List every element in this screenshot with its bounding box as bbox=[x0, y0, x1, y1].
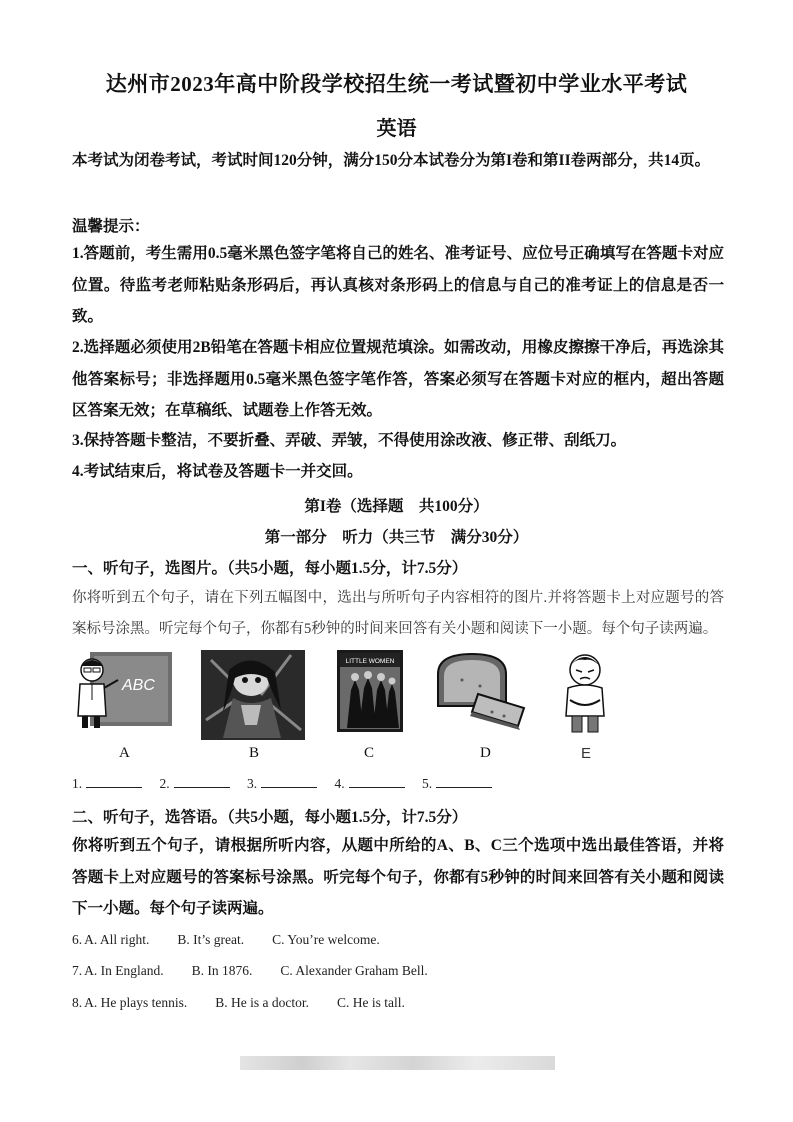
part-heading: 第一部分 听力（共三节 满分30分） bbox=[264, 529, 529, 546]
picture-label-a: A bbox=[119, 745, 130, 761]
question-8: 8. A. He plays tennis. B. He is a doctor. C. He is tall. bbox=[72, 995, 405, 1010]
board-text: ABC bbox=[122, 677, 155, 694]
tip-2: 2.选择题必须使用2B铅笔在答题卡相应位置规范填涂。如需改动，用橡皮擦擦干净后，再选涂其他答案标号；非选择题用0.5毫米黑色签字笔作答，答案必须写在答题卡对应的框内，超出答题区答案无效；在草稿纸、试题卷上作答无效。 bbox=[72, 339, 724, 419]
question-6: 6. A. All right. B. It’s great. C. You’re welcome. bbox=[72, 932, 380, 947]
section1-heading: 一、听句子，选图片。（共5小题，每小题1.5分，计7.5分） bbox=[72, 560, 468, 577]
tip-3: 3.保持答题卡整洁，不要折叠、弄破、弄皱，不得使用涂改液、修正带、刮纸刀。 bbox=[72, 432, 627, 449]
tip-4: 4.考试结束后，将试卷及答题卡一并交回。 bbox=[72, 463, 363, 480]
question-7: 7. A. In England. B. In 1876. C. Alexander Graham Bell. bbox=[72, 963, 428, 978]
q6-option-c[interactable]: C. You’re welcome. bbox=[272, 932, 380, 947]
picture-e-sick-boy bbox=[556, 650, 614, 734]
picture-b-anime-girl bbox=[201, 650, 305, 740]
section2-instruction: 你将听到五个句子，请根据所听内容，从题中所给的A、B、C三个选项中选出最佳答语，并将答题卡上对应题号的答案标号涂黑。听完每个句子，你都有5秒钟的时间来回答有关小题和阅读下一小题。每个句子读两遍。 bbox=[72, 837, 724, 917]
picture-label-c: C bbox=[364, 745, 375, 761]
picture-label-b: B bbox=[249, 745, 260, 761]
picture-label-d: D bbox=[480, 745, 491, 761]
picture-d-bread bbox=[432, 650, 532, 730]
q7-option-b[interactable]: B. In 1876. bbox=[191, 963, 253, 978]
picture-c-book-cover bbox=[337, 650, 403, 732]
section1-instruction: 你将听到五个句子，请在下列五幅图中，选出与所听句子内容相符的图片.并将答题卡上对应题号的答案标号涂黑。听完每个句子，你都有5秒钟的时间来回答有关小题和阅读下一小题。每个句子读两遍。 bbox=[72, 590, 724, 637]
picture-a-teacher bbox=[72, 650, 174, 730]
book-title-text: LITTLE WOMEN bbox=[345, 658, 395, 665]
blank-3[interactable]: 3. bbox=[247, 776, 317, 791]
q6-option-b[interactable]: B. It’s great. bbox=[177, 932, 245, 947]
intro-paragraph: 本考试为闭卷考试，考试时间120分钟，满分150分本试卷分为第I卷和第II卷两部分，共14页。 bbox=[72, 152, 711, 169]
blank-1[interactable]: 1. bbox=[72, 776, 142, 791]
section2-heading: 二、听句子，选答语。（共5小题，每小题1.5分，计7.5分） bbox=[72, 809, 468, 826]
blurred-footer-watermark bbox=[240, 1056, 555, 1070]
subject-title: 英语 bbox=[376, 118, 417, 140]
answer-blanks bbox=[72, 775, 506, 792]
blank-5[interactable]: 5. bbox=[422, 776, 492, 791]
tip-1: 1.答题前，考生需用0.5毫米黑色签字笔将自己的姓名、准考证号、应位号正确填写在答题卡对应位置。待监考老师粘贴条形码后，再认真核对条形码上的信息与自己的准考证上的信息是否一致。 bbox=[72, 245, 724, 325]
volume-heading: 第I卷（选择题 共100分） bbox=[304, 498, 489, 515]
blank-2[interactable]: 2. bbox=[160, 776, 230, 791]
q8-option-c[interactable]: C. He is tall. bbox=[336, 995, 405, 1010]
q8-option-a[interactable]: A. He plays tennis. bbox=[84, 995, 188, 1010]
q8-option-b[interactable]: B. He is a doctor. bbox=[215, 995, 309, 1010]
q6-option-a[interactable]: A. All right. bbox=[84, 932, 150, 947]
q7-option-a[interactable]: A. In England. bbox=[84, 963, 164, 978]
tips-heading: 温馨提示： bbox=[72, 218, 150, 235]
q7-option-c[interactable]: C. Alexander Graham Bell. bbox=[280, 963, 428, 978]
blank-4[interactable]: 4. bbox=[335, 776, 405, 791]
exam-title: 达州市2023年高中阶段学校招生统一考试暨初中学业水平考试 bbox=[105, 72, 688, 96]
picture-label-e: E bbox=[581, 745, 592, 762]
